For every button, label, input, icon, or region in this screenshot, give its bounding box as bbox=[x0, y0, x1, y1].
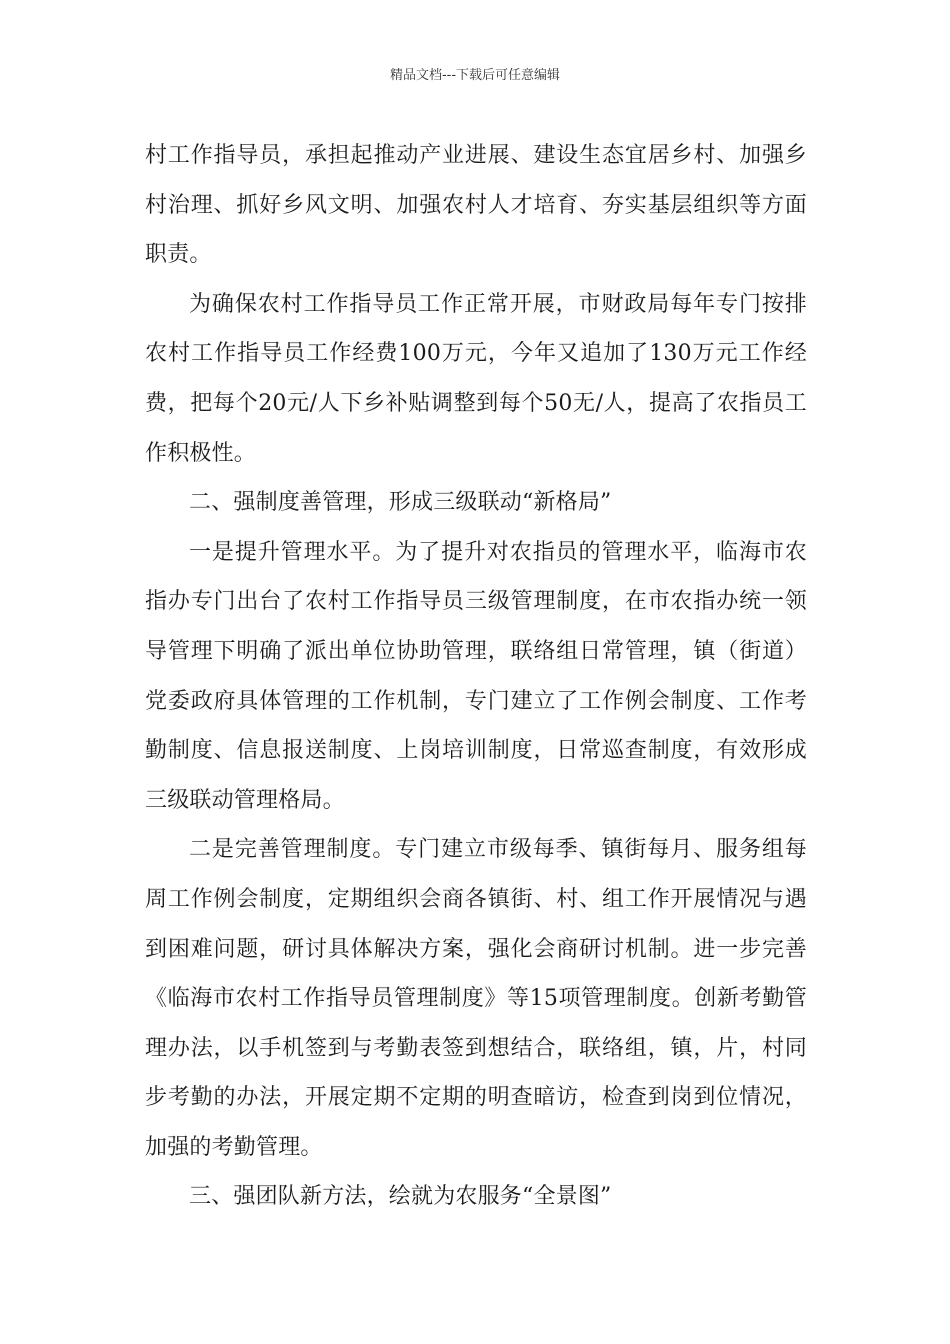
page-header: 精品文档---下载后可任意编辑 bbox=[389, 68, 561, 83]
paragraph-management-system: 二是完善管理制度。专门建立市级每季、镇街每月、服务组每周工作例会制度，定期组织会商各镇街、村、组工作开展情况与遇到困难问题，研讨具体解决方案，强化会商研讨机制。进一步完善《临海市农村工作指导员管理制度》等15项管理制度。创新考勤管理办法，以手机签到与考勤表签到想结合，联络组，镇，片，村同步考勤的办法，开展定期不定期的明查暗访，检查到岗到位情况，加强的考勤管理。 bbox=[145, 837, 807, 1160]
section-heading-2: 二、强制度善管理，形成三级联动“新格局” bbox=[189, 490, 612, 516]
section-heading-3: 三、强团队新方法，绘就为农服务“全景图” bbox=[189, 1184, 612, 1210]
paragraph-continuation: 村工作指导员，承担起推动产业进展、建设生态宜居乡村、加强乡村治理、抓好乡风文明、加强农村人才培育、夯实基层组织等方面职责。 bbox=[145, 143, 807, 268]
document-body bbox=[145, 131, 807, 1222]
paragraph-management-level: 一是提升管理水平。为了提升对农指员的管理水平，临海市农指办专门出台了农村工作指导员三级管理制度，在市农指办统一领导管理下明确了派出单位协助管理，联络组日常管理，镇（街道）党委政府具体管理的工作机制，专门建立了工作例会制度、工作考勤制度、信息报送制度、上岗培训制度，日常巡查制度，有效形成三级联动管理格局。 bbox=[145, 539, 807, 813]
paragraph-funding: 为确保农村工作指导员工作正常开展，市财政局每年专门按排农村工作指导员工作经费100万元，今年又追加了130万元工作经费，把每个20元/人下乡补贴调整到每个50无/人，提高了农指员工作积极性。 bbox=[145, 291, 807, 466]
